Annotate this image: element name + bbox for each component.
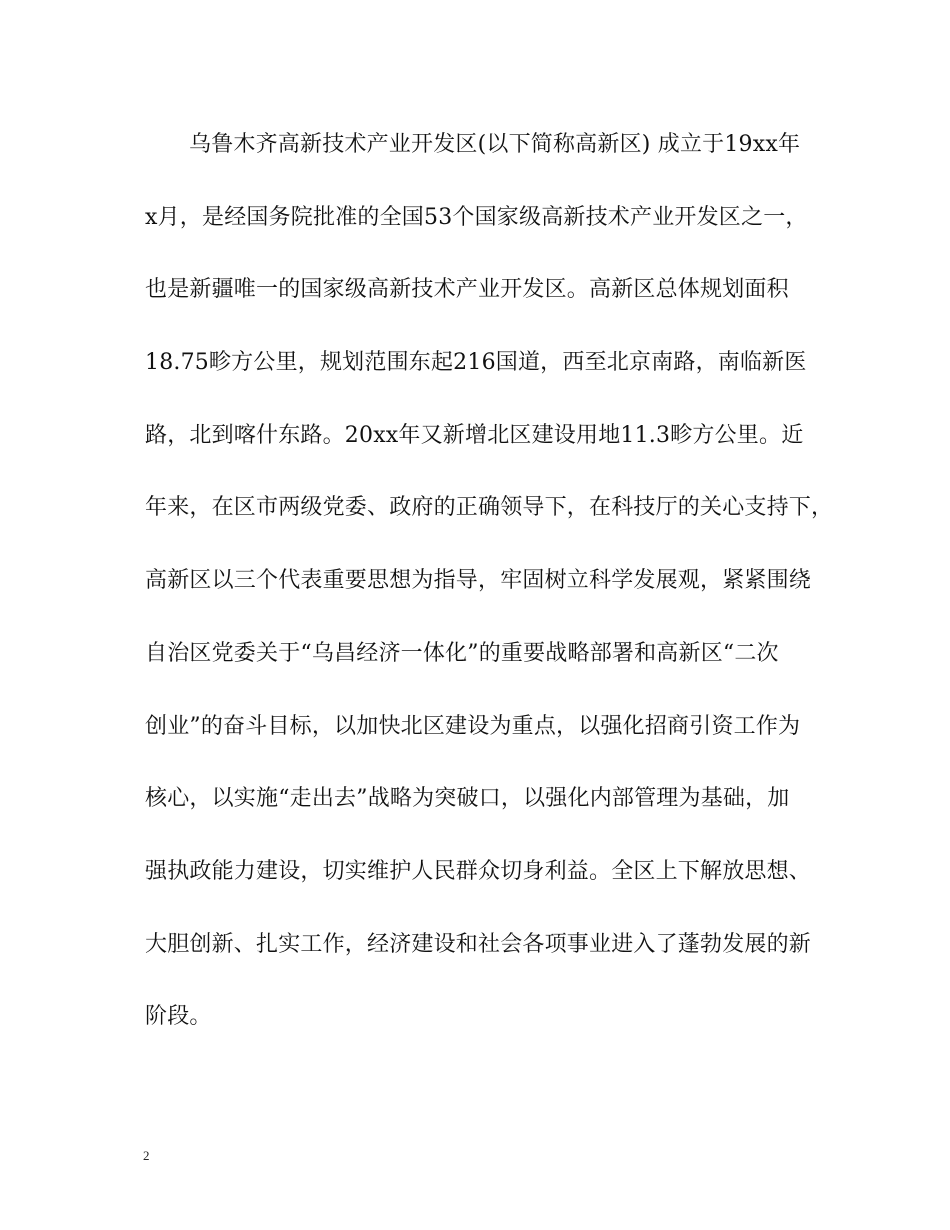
paragraph-line: 路，北到喀什东路。20xx年又新增北区建设用地11.3畛方公里。近 xyxy=(145,422,804,448)
paragraph-line: 自治区党委关于“乌昌经济一体化”的重要战略部署和高新区“二次 xyxy=(145,640,779,666)
paragraph-line: 强执政能力建设，切实维护人民群众切身利益。全区上下解放思想、 xyxy=(145,858,812,884)
paragraph-line: 高新区以三个代表重要思想为指导，牢固树立科学发展观，紧紧围绕 xyxy=(145,568,812,594)
paragraph-line: 阶段。 xyxy=(145,1004,212,1030)
page-number: 2 xyxy=(143,1148,150,1163)
paragraph-line: 核心，以实施“走出去”战略为突破口，以强化内部管理为基础，加 xyxy=(145,786,790,812)
paragraph-line: 也是新疆唯一的国家级高新技术产业开发区。高新区总体规划面积 xyxy=(145,277,789,303)
paragraph-line: 年来，在区市两级党委、政府的正确领导下，在科技厅的关心支持下， xyxy=(145,495,834,521)
paragraph-line: x月，是经国务院批准的全国53个国家级高新技术产业开发区之一， xyxy=(145,204,808,230)
paragraph-line: 创业”的奋斗目标，以加快北区建设为重点，以强化招商引资工作为 xyxy=(145,713,801,739)
paragraph-line: 乌鲁木齐高新技术产业开发区(以下简称高新区) 成立于19xx年 xyxy=(189,132,801,157)
paragraph-line: 大胆创新、扎实工作，经济建设和社会各项事业进入了蓬勃发展的新 xyxy=(145,931,812,957)
body-paragraph xyxy=(145,124,834,1069)
paragraph-line: 18.75畛方公里，规划范围东起216国道，西至北京南路，南临新医 xyxy=(145,350,807,376)
